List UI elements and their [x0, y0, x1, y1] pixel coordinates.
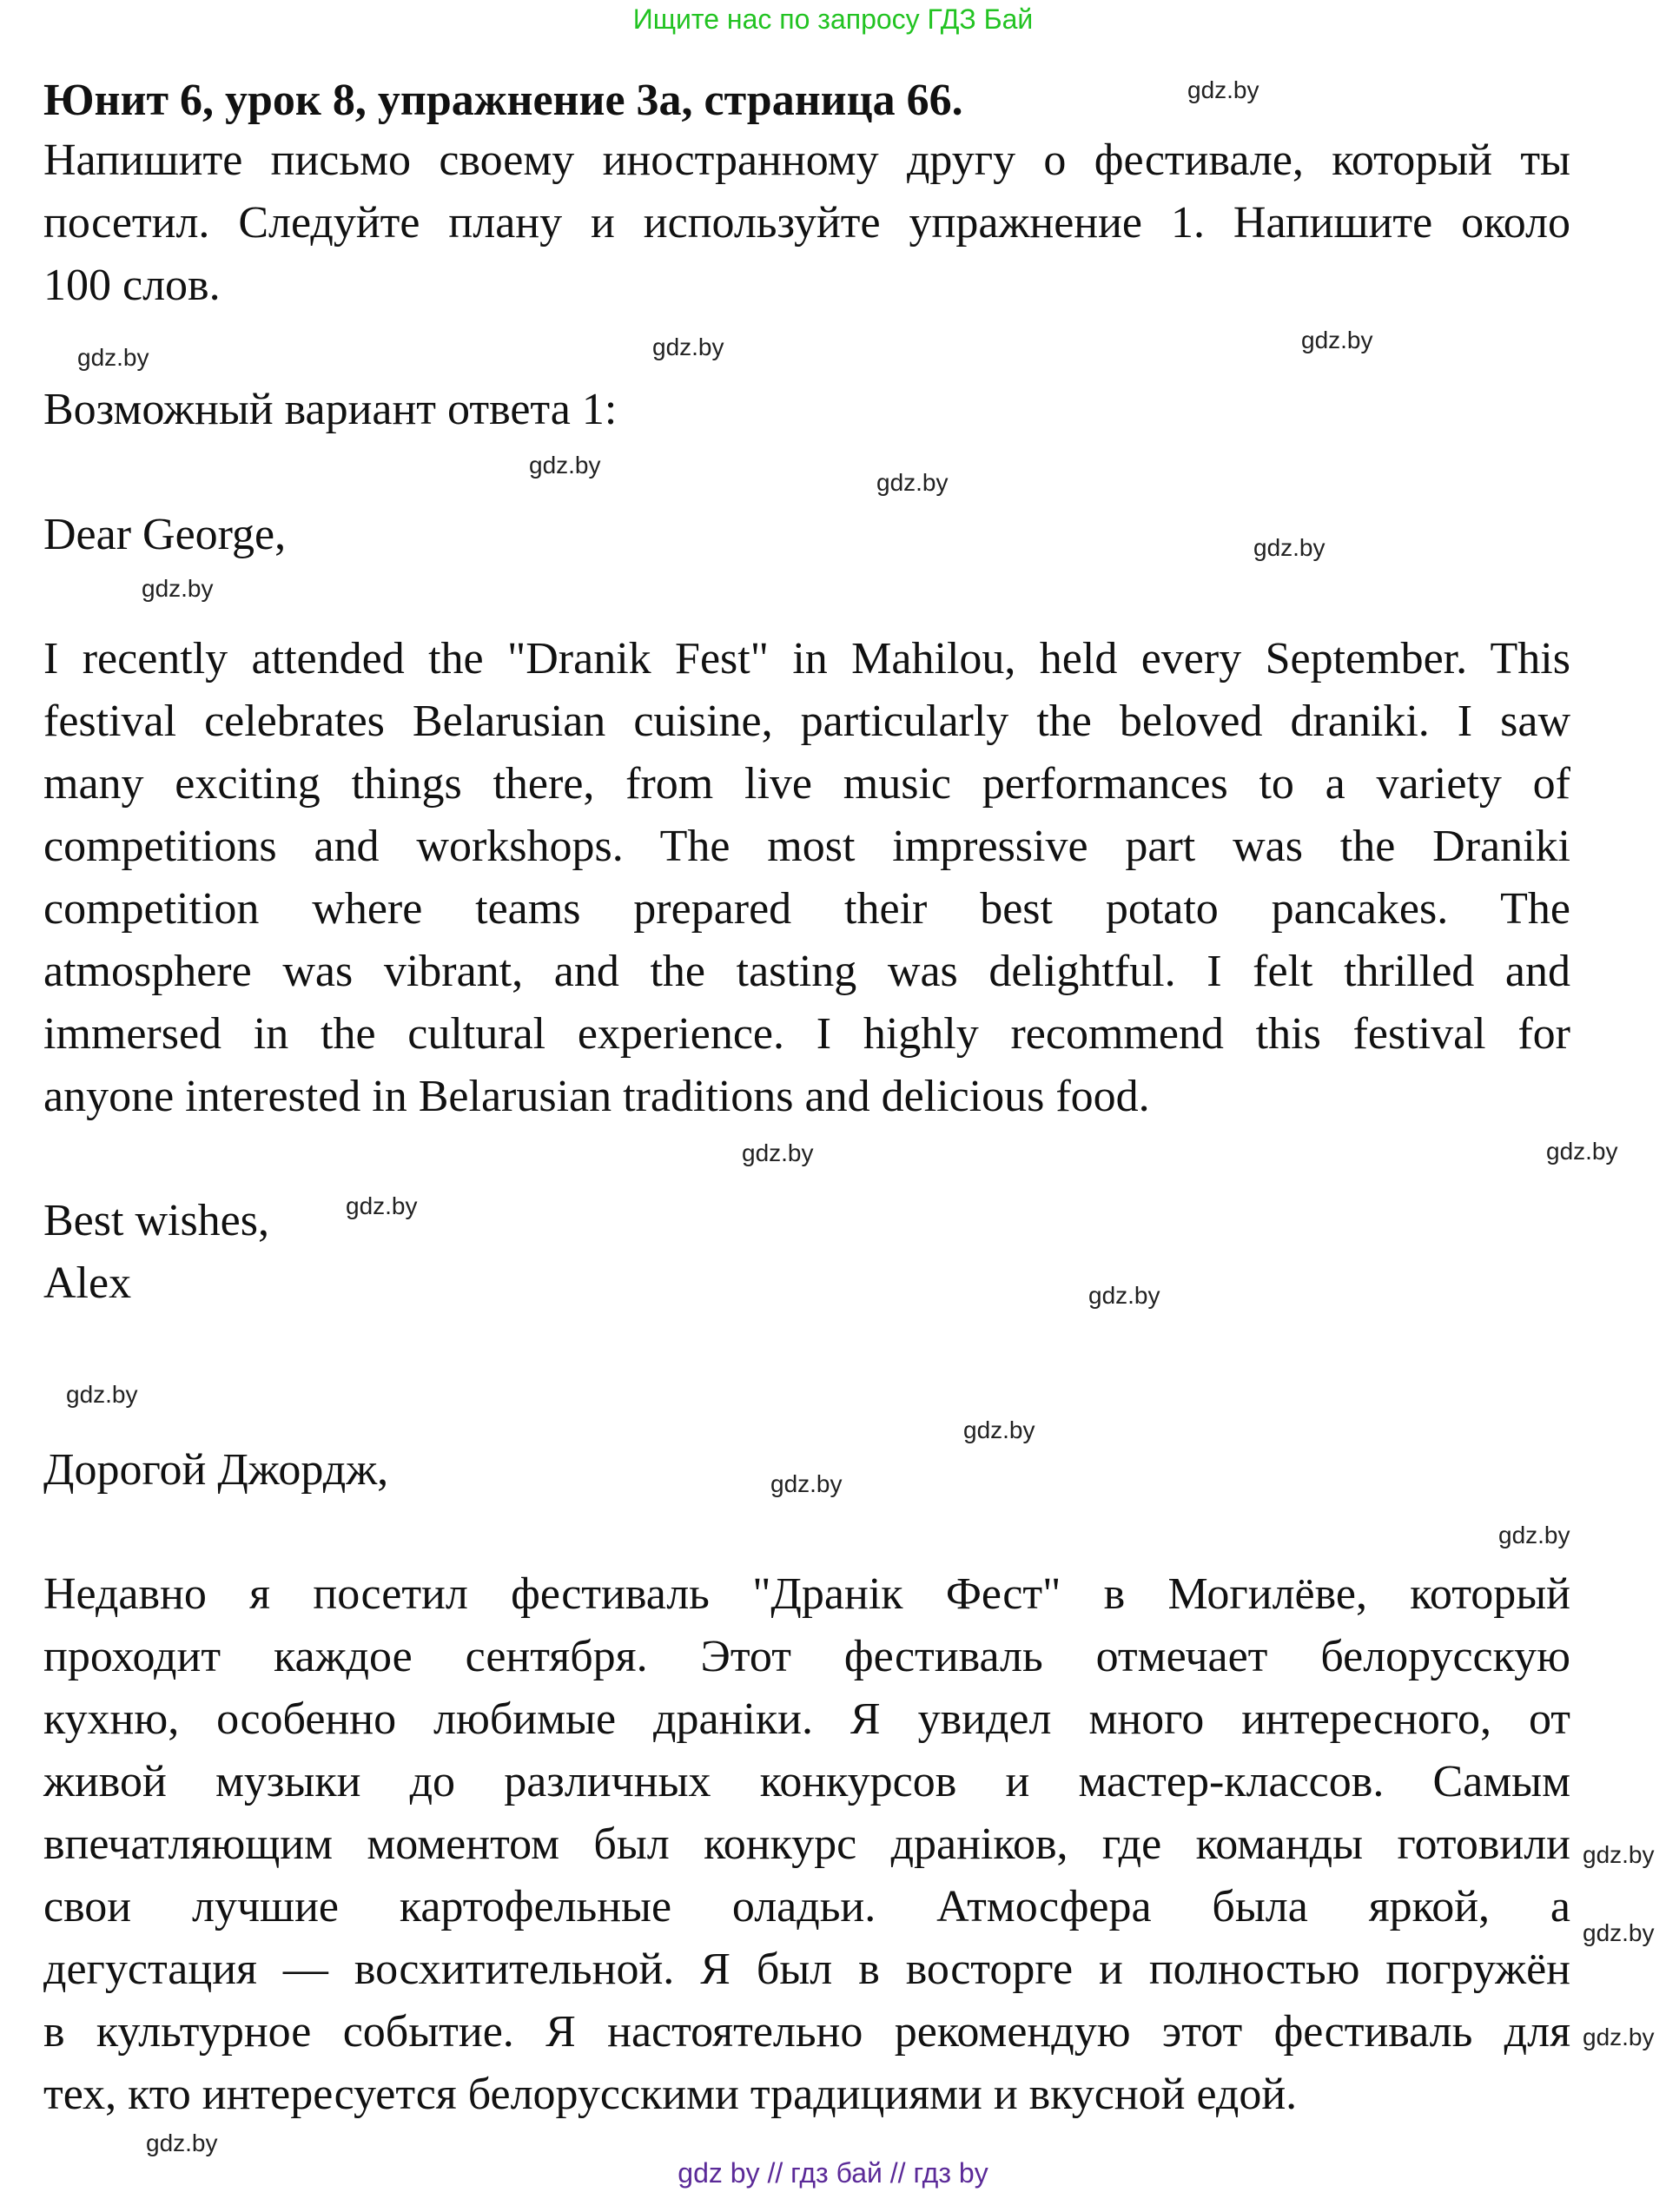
paragraph-line: Недавно я посетил фестиваль "Дранік Фест" в Могилёве, который — [43, 1569, 1570, 1619]
paragraph-line: дегустация — восхитительной. Я был в восторге и полностью погружён — [43, 1945, 1570, 1994]
paragraph-line: впечатляющим моментом был конкурс драніков, где команды готовили — [43, 1819, 1570, 1869]
task-line: посетил. Следуйте плану и используйте упражнение 1. Напишите около — [43, 198, 1570, 248]
watermark: gdz.by — [146, 2129, 218, 2156]
english-paragraph — [43, 628, 1570, 1128]
task-text — [43, 129, 1570, 317]
watermark: gdz.by — [876, 469, 949, 496]
paragraph-line: свои лучшие картофельные оладьи. Атмосфера была яркой, а — [43, 1882, 1570, 1931]
paragraph-line: many exciting things there, from live music performances to a variety of — [43, 759, 1570, 809]
english-greeting: Dear George, — [43, 510, 287, 559]
paragraph-line: живой музыки до различных конкурсов и мастер-классов. Самым — [43, 1757, 1570, 1806]
paragraph-line: immersed in the cultural experience. I highly recommend this festival for — [43, 1009, 1570, 1059]
paragraph-line: проходит каждое сентября. Этот фестиваль отмечает белорусскую — [43, 1632, 1570, 1681]
task-line: 100 слов. — [43, 261, 221, 310]
paragraph-line: festival celebrates Belarusian cuisine, particularly the beloved draniki. I saw — [43, 697, 1570, 746]
closing: Best wishes, — [43, 1196, 269, 1245]
paragraph-line: тех, кто интересуется белорусскими традициями и вкусной едой. — [43, 2070, 1298, 2119]
watermark: gdz.by — [1583, 1841, 1655, 1868]
watermark: gdz.by — [1583, 2024, 1655, 2050]
watermark: gdz.by — [142, 575, 214, 602]
english-signoff — [43, 1190, 269, 1315]
paragraph-line: в культурное событие. Я настоятельно рекомендую этот фестиваль для — [43, 2007, 1570, 2057]
watermark: gdz.by — [346, 1192, 418, 1219]
watermark: gdz.by — [529, 452, 601, 479]
watermark: gdz.by — [66, 1381, 138, 1408]
watermark: gdz.by — [77, 344, 149, 371]
watermark: gdz.by — [652, 333, 724, 360]
watermark: gdz.by — [1498, 1522, 1570, 1548]
watermark: gdz.by — [770, 1470, 843, 1497]
signature: Alex — [43, 1258, 132, 1308]
paragraph-line: anyone interested in Belarusian traditions and delicious food. — [43, 1072, 1150, 1121]
watermark: gdz.by — [1546, 1138, 1618, 1165]
page-title: Юнит 6, урок 8, упражнение 3а, страница 66. — [43, 76, 963, 125]
task-line: Напишите письмо своему иностранному другу о фестивале, который ты — [43, 135, 1570, 185]
watermark: gdz.by — [742, 1139, 814, 1166]
paragraph-line: competition where teams prepared their best potato pancakes. The — [43, 884, 1570, 934]
watermark: gdz.by — [1187, 76, 1259, 103]
watermark: gdz.by — [963, 1416, 1035, 1443]
answer-label: Возможный вариант ответа 1: — [43, 385, 618, 434]
watermark: gdz.by — [1301, 327, 1373, 353]
russian-greeting: Дорогой Джордж, — [43, 1445, 389, 1495]
paragraph-line: кухню, особенно любимые драніки. Я увидел много интересного, от — [43, 1694, 1570, 1744]
footer-links: gdz by // гдз бай // гдз by — [678, 2157, 988, 2189]
watermark: gdz.by — [1088, 1282, 1160, 1309]
watermark: gdz.by — [1583, 1919, 1655, 1946]
watermark: gdz.by — [1253, 534, 1326, 561]
paragraph-line: I recently attended the "Dranik Fest" in Mahilou, held every September. This — [43, 634, 1570, 683]
search-banner: Ищите нас по запросу ГДЗ Бай — [632, 3, 1034, 35]
paragraph-line: competitions and workshops. The most impressive part was the Draniki — [43, 822, 1570, 871]
russian-paragraph — [43, 1563, 1570, 2126]
paragraph-line: atmosphere was vibrant, and the tasting was delightful. I felt thrilled and — [43, 947, 1570, 996]
